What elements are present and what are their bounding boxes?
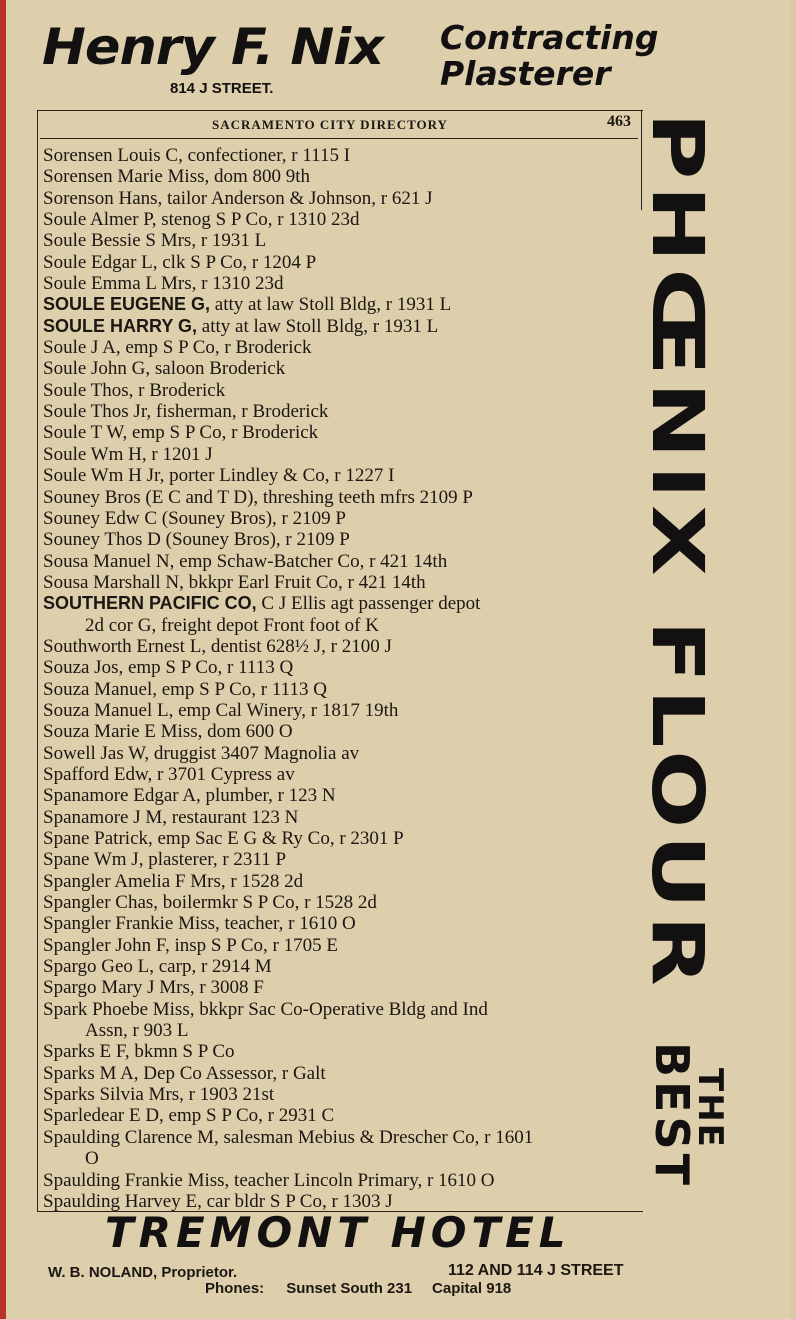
entry-continuation: Assn, r 903 L: [85, 1020, 189, 1042]
entry-bold-name: SOULE HARRY G,: [43, 315, 198, 336]
entry-text: Souza Marie E Miss, dom 600 O: [43, 721, 293, 743]
directory-entry: [43, 657, 643, 678]
phones-label: Phones:: [205, 1280, 265, 1297]
directory-entry: [43, 572, 643, 593]
entry-text: atty at law Stoll Bldg, r 1931 L: [197, 315, 439, 337]
entry-text: Sparks M A, Dep Co Assessor, r Galt: [43, 1062, 326, 1084]
directory-entry: [43, 294, 643, 315]
side-ad-phoenix-flour: [635, 112, 722, 1112]
top-ad-trade: [440, 20, 658, 92]
entry-text: Soule Almer P, stenog S P Co, r 1310 23d: [43, 209, 360, 231]
directory-entry: [43, 337, 643, 358]
entry-text: Sparks Silvia Mrs, r 1903 21st: [43, 1084, 275, 1106]
directory-entry: [43, 401, 643, 422]
directory-entry: [43, 487, 643, 508]
entry-text: Soule Emma L Mrs, r 1310 23d: [43, 273, 284, 295]
side-ad-best: BEST: [645, 1042, 699, 1189]
bottom-ad-phones: [205, 1280, 511, 1297]
directory-entry: [43, 529, 643, 550]
directory-entry: [43, 444, 643, 465]
running-head: SACRAMENTO CITY DIRECTORY: [212, 117, 448, 132]
entry-text: Sorensen Marie Miss, dom 800 9th: [43, 166, 311, 188]
directory-entry: [43, 636, 643, 657]
entry-text: C J Ellis agt passenger depot: [256, 593, 481, 615]
entry-text: Spanamore Edgar A, plumber, r 123 N: [43, 785, 336, 807]
header-rule: [40, 138, 638, 139]
entry-continuation: O: [85, 1148, 99, 1170]
entry-text: Sowell Jas W, druggist 3407 Magnolia av: [43, 742, 360, 764]
directory-entry: [43, 1063, 643, 1084]
entry-text: Soule Bessie S Mrs, r 1931 L: [43, 230, 267, 252]
entry-text: Spaulding Clarence M, salesman Mebius & Drescher Co, r 1601: [43, 1126, 534, 1148]
entry-text: Spangler Frankie Miss, teacher, r 1610 O: [43, 913, 356, 935]
phone-sunset: Sunset South 231: [286, 1280, 413, 1297]
top-ad-trade-line2: Plasterer: [440, 54, 611, 93]
entry-bold-name: SOUTHERN PACIFIC CO,: [43, 593, 257, 614]
entry-bold-name: SOULE EUGENE G,: [43, 294, 211, 315]
directory-entry: [43, 935, 643, 956]
entry-text: Sorensen Louis C, confectioner, r 1115 I: [43, 145, 351, 166]
directory-entry: [43, 1170, 643, 1191]
top-ad-trade-line1: Contracting: [440, 18, 659, 57]
directory-entry: [43, 209, 643, 230]
entry-text: Spark Phoebe Miss, bkkpr Sac Co-Operative Bldg and Ind: [43, 998, 488, 1020]
directory-entry: [43, 380, 643, 401]
directory-entry: [43, 849, 643, 870]
bottom-ad-address: 112 AND 114 J STREET: [448, 1262, 624, 1279]
directory-entry: [43, 230, 643, 251]
entry-text: Sorenson Hans, tailor Anderson & Johnson, r 621 J: [43, 187, 433, 209]
entry-text: Sparks E F, bkmn S P Co: [43, 1041, 235, 1063]
entry-text: Spane Wm J, plasterer, r 2311 P: [43, 849, 287, 871]
directory-entry: [43, 871, 643, 892]
directory-entry: [43, 764, 643, 785]
entry-text: Spaulding Frankie Miss, teacher Lincoln Primary, r 1610 O: [43, 1169, 495, 1191]
directory-entry: [43, 358, 643, 379]
directory-entry: [43, 465, 643, 486]
entry-text: Soule Thos Jr, fisherman, r Broderick: [43, 401, 329, 423]
bottom-ad-name: TREMONT HOTEL: [105, 1208, 571, 1257]
directory-entry: [43, 1041, 643, 1062]
entry-text: Soule T W, emp S P Co, r Broderick: [43, 422, 319, 444]
entry-text: Southworth Ernest L, dentist 628½ J, r 2100 J: [43, 635, 392, 657]
top-ad-name: Henry F. Nix: [42, 18, 384, 76]
directory-entry: [43, 252, 643, 273]
directory-entry: [43, 743, 643, 764]
side-ad-the: THE: [690, 1068, 730, 1149]
directory-entry: [43, 956, 643, 977]
directory-entry: [43, 166, 643, 187]
directory-entry: [43, 1105, 643, 1126]
directory-entry: [43, 422, 643, 443]
entry-text: Souney Thos D (Souney Bros), r 2109 P: [43, 529, 350, 551]
directory-entry: [43, 807, 643, 828]
entry-text: Soule J A, emp S P Co, r Broderick: [43, 337, 312, 359]
directory-entry: [43, 551, 643, 572]
entry-text: atty at law Stoll Bldg, r 1931 L: [210, 294, 452, 316]
entry-text: Souza Manuel L, emp Cal Winery, r 1817 19th: [43, 699, 399, 721]
directory-entry: [43, 145, 643, 166]
directory-entry: [43, 273, 643, 294]
directory-entry: [43, 999, 643, 1042]
entry-text: Spangler Chas, boilermkr S P Co, r 1528 2d: [43, 892, 377, 914]
directory-entries: [43, 145, 643, 1212]
directory-entry: [43, 700, 643, 721]
entry-text: Soule Wm H Jr, porter Lindley & Co, r 1227 I: [43, 465, 395, 487]
directory-entry: [43, 977, 643, 998]
entry-text: Sousa Manuel N, emp Schaw-Batcher Co, r 421 14th: [43, 550, 448, 572]
entry-text: Spane Patrick, emp Sac E G & Ry Co, r 2301 P: [43, 828, 404, 849]
directory-entry: [43, 316, 643, 337]
directory-entry: [43, 508, 643, 529]
entry-text: Spargo Mary J Mrs, r 3008 F: [43, 977, 264, 999]
entry-text: Souney Edw C (Souney Bros), r 2109 P: [43, 507, 346, 529]
directory-entry: [43, 679, 643, 700]
directory-entry: [43, 892, 643, 913]
side-ad-phoenix-flour-text: PHŒNIX FLOUR: [635, 112, 720, 992]
directory-entry: [43, 1084, 643, 1105]
entry-text: Sousa Marshall N, bkkpr Earl Fruit Co, r 421 14th: [43, 571, 426, 593]
entry-text: Spangler Amelia F Mrs, r 1528 2d: [43, 870, 304, 892]
entry-text: Souney Bros (E C and T D), threshing teeth mfrs 2109 P: [43, 486, 473, 508]
entry-text: Spanamore J M, restaurant 123 N: [43, 806, 299, 828]
directory-entry: [43, 785, 643, 806]
entry-continuation: 2d cor G, freight depot Front foot of K: [85, 614, 379, 636]
entry-text: Soule John G, saloon Broderick: [43, 358, 286, 380]
entry-text: Soule Wm H, r 1201 J: [43, 443, 213, 465]
directory-entry: [43, 593, 643, 636]
entry-text: Spaulding Harvey E, car bldr S P Co, r 1303 J: [43, 1190, 393, 1212]
bottom-ad-proprietor: W. B. NOLAND, Proprietor.: [48, 1264, 238, 1281]
directory-entry: [43, 1127, 643, 1170]
entry-text: Spafford Edw, r 3701 Cypress av: [43, 763, 295, 785]
directory-entry: [43, 828, 643, 849]
directory-entry: [43, 913, 643, 934]
entry-text: Soule Edgar L, clk S P Co, r 1204 P: [43, 251, 317, 273]
entry-text: Souza Jos, emp S P Co, r 1113 Q: [43, 657, 294, 679]
entry-text: Souza Manuel, emp S P Co, r 1113 Q: [43, 678, 327, 700]
directory-entry: [43, 188, 643, 209]
top-ad-street: 814 J STREET.: [170, 80, 274, 97]
entry-text: Soule Thos, r Broderick: [43, 379, 226, 401]
phone-capital: Capital 918: [432, 1280, 512, 1297]
directory-entry: [43, 721, 643, 742]
page-number: 463: [607, 113, 631, 130]
entry-text: Spargo Geo L, carp, r 2914 M: [43, 956, 272, 978]
entry-text: Spangler John F, insp S P Co, r 1705 E: [43, 934, 338, 956]
entry-text: Sparledear E D, emp S P Co, r 2931 C: [43, 1105, 335, 1127]
